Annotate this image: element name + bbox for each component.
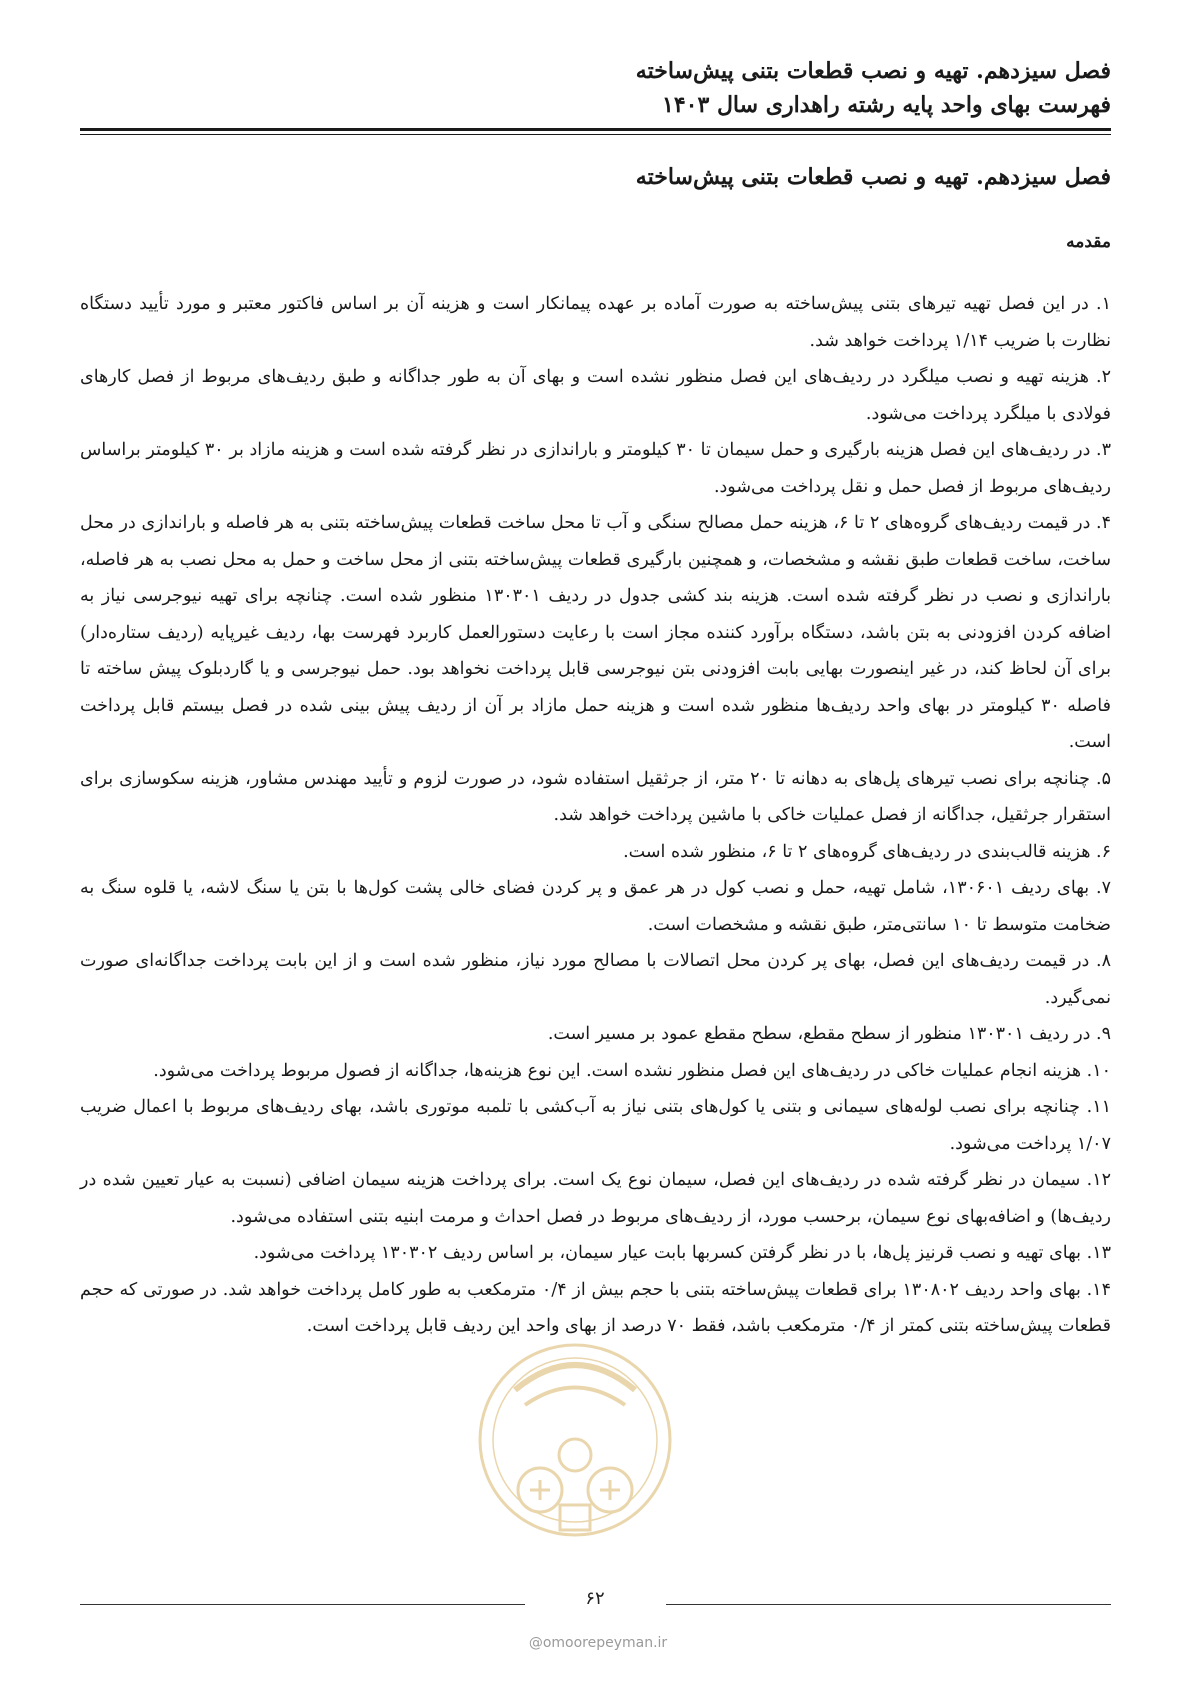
- paragraph-8: ۸. در قیمت ردیف‌های این فصل، بهای پر کردن محل اتصالات با مصالح مورد نیاز، منظور شده است و از این بابت پرداخت جداگانه‌ای صورت نمی‌گیرد.: [80, 951, 1111, 1008]
- paragraph-7: ۷. بهای ردیف ۱۳۰۶۰۱، شامل تهیه، حمل و نصب کول در هر عمق و پر کردن فضای خالی پشت کول‌ها با بتن یا سنگ لاشه، یا قلوه سنگ به ضخامت متوسط تا ۱۰ سانتی‌متر، طبق نقشه و مشخصات است.: [80, 878, 1111, 935]
- header-chapter-title: فصل سیزدهم. تهیه و نصب قطعات بتنی پیش‌ساخته: [635, 58, 1111, 84]
- page-header: [81, 54, 1111, 122]
- paragraph-9: ۹. در ردیف ۱۳۰۳۰۱ منظور از سطح مقطع، سطح مقطع عمود بر مسیر است.: [547, 1024, 1111, 1044]
- logo-seal-icon: [455, 1330, 695, 1560]
- watermark-logo: [455, 1330, 695, 1560]
- footer-rule-right: [666, 1604, 1111, 1605]
- paragraph-1: ۱. در این فصل تهیه تیرهای بتنی پیش‌ساخته به صورت آماده بر عهده پیمانکار است و هزینه آن بر اساس فاکتور معتبر و مورد تأیید دستگاه نظارت با ضریب ۱/۱۴ پرداخت خواهد شد.: [80, 294, 1111, 351]
- header-rule-thin: [80, 134, 1111, 135]
- header-document-title: فهرست بهای واحد پایه رشته راهداری سال ۱۴۰۳: [662, 92, 1111, 118]
- paragraph-4: ۴. در قیمت ردیف‌های گروه‌های ۲ تا ۶، هزینه حمل مصالح سنگی و آب تا محل ساخت قطعات پیش‌ساخته بتنی به هر فاصله و باراندازی در محل ساخت، ساخت قطعات طبق نقشه و مشخصات، و همچنین بارگیری قطعات پیش‌ساخته بتنی از محل ساخت و حمل به محل نصب به هر فاصله، باراندازی و نصب در نظر گرفته شده است. هزینه بند کشی جدول در ردیف ۱۳۰۳۰۱ منظور شده است. چنانچه برای تهیه نیوجرسی نیاز به اضافه کردن افزودنی به بتن باشد، دستگاه برآورد کننده مجاز است با رعایت دستورالعمل کاربرد فهرست بها، ردیف غیرپایه (ردیف ستاره‌دار) برای آن لحاظ کند، در غیر اینصورت بهایی بابت افزودنی بتن نیوجرسی قابل پرداخت نخواهد بود. حمل نیوجرسی و یا گاردبلوک پیش ساخته تا فاصله ۳۰ کیلومتر در بهای واحد ردیف‌ها منظور شده است و هزینه حمل مازاد بر آن از ردیف پیش بینی شده در فصل بیستم قابل پرداخت است.: [80, 513, 1112, 752]
- paragraph-11: ۱۱. چنانچه برای نصب لوله‌های سیمانی و بتنی یا کول‌های بتنی نیاز به آب‌کشی با تلمبه موتوری باشد، بهای ردیف‌های مربوط با اعمال ضریب ۱/۰۷ پرداخت می‌شود.: [80, 1097, 1111, 1154]
- chapter-title: فصل سیزدهم. تهیه و نصب قطعات بتنی پیش‌ساخته: [635, 164, 1111, 190]
- body-text: [80, 286, 1111, 1345]
- header-rule-thick: [80, 128, 1111, 131]
- paragraph-14: ۱۴. بهای واحد ردیف ۱۳۰۸۰۲ برای قطعات پیش‌ساخته بتنی با حجم بیش از ۰/۴ مترمکعب به طور کامل پرداخت خواهد شد. در صورتی که حجم قطعات پیش‌ساخته بتنی کمتر از ۰/۴ مترمکعب باشد، فقط ۷۰ درصد از بهای واحد این ردیف قابل پرداخت است.: [80, 1279, 1111, 1336]
- page-number: ۶۲: [585, 1588, 605, 1609]
- paragraph-5: ۵. چنانچه برای نصب تیرهای پل‌های به دهانه تا ۲۰ متر، از جرثقیل استفاده شود، در صورت لزوم و تأیید مهندس مشاور، هزینه سکوسازی برای استقرار جرثقیل، جداگانه از فصل عملیات خاکی با ماشین پرداخت خواهد شد.: [80, 768, 1112, 825]
- paragraph-3: ۳. در ردیف‌های این فصل هزینه بارگیری و حمل سیمان تا ۳۰ کیلومتر و باراندازی در نظر گرفته شده است و هزینه مازاد بر ۳۰ کیلومتر براساس ردیف‌های مربوط از فصل حمل و نقل پرداخت می‌شود.: [80, 440, 1111, 497]
- paragraph-13: ۱۳. بهای تهیه و نصب قرنیز پل‌ها، با در نظر گرفتن کسربها بابت عیار سیمان، بر اساس ردیف ۱۳۰۳۰۲ پرداخت می‌شود.: [253, 1243, 1111, 1263]
- website-watermark: @omoorepeyman.ir: [528, 1635, 668, 1651]
- footer-rule-left: [80, 1604, 525, 1605]
- paragraph-2: ۲. هزینه تهیه و نصب میلگرد در ردیف‌های این فصل منظور نشده است و بهای آن به طور جداگانه و طبق ردیف‌های مربوط از فصل کارهای فولادی با میلگرد پرداخت می‌شود.: [80, 367, 1111, 424]
- intro-heading: مقدمه: [1066, 232, 1111, 252]
- paragraph-12: ۱۲. سیمان در نظر گرفته شده در ردیف‌های این فصل، سیمان نوع یک است. برای پرداخت هزینه سیمان اضافی (نسبت به عیار تعیین شده در ردیف‌ها) و اضافه‌بهای نوع سیمان، برحسب مورد، از ردیف‌های مربوط در فصل احداث و مرمت ابنیه بتنی استفاده می‌شود.: [80, 1170, 1111, 1227]
- paragraph-10: ۱۰. هزینه انجام عملیات خاکی در ردیف‌های این فصل منظور نشده است. این نوع هزینه‌ها، جداگانه از فصول مربوط پرداخت می‌شود.: [153, 1060, 1111, 1081]
- paragraph-6: ۶. هزینه قالب‌بندی در ردیف‌های گروه‌های ۲ تا ۶، منظور شده است.: [623, 841, 1111, 862]
